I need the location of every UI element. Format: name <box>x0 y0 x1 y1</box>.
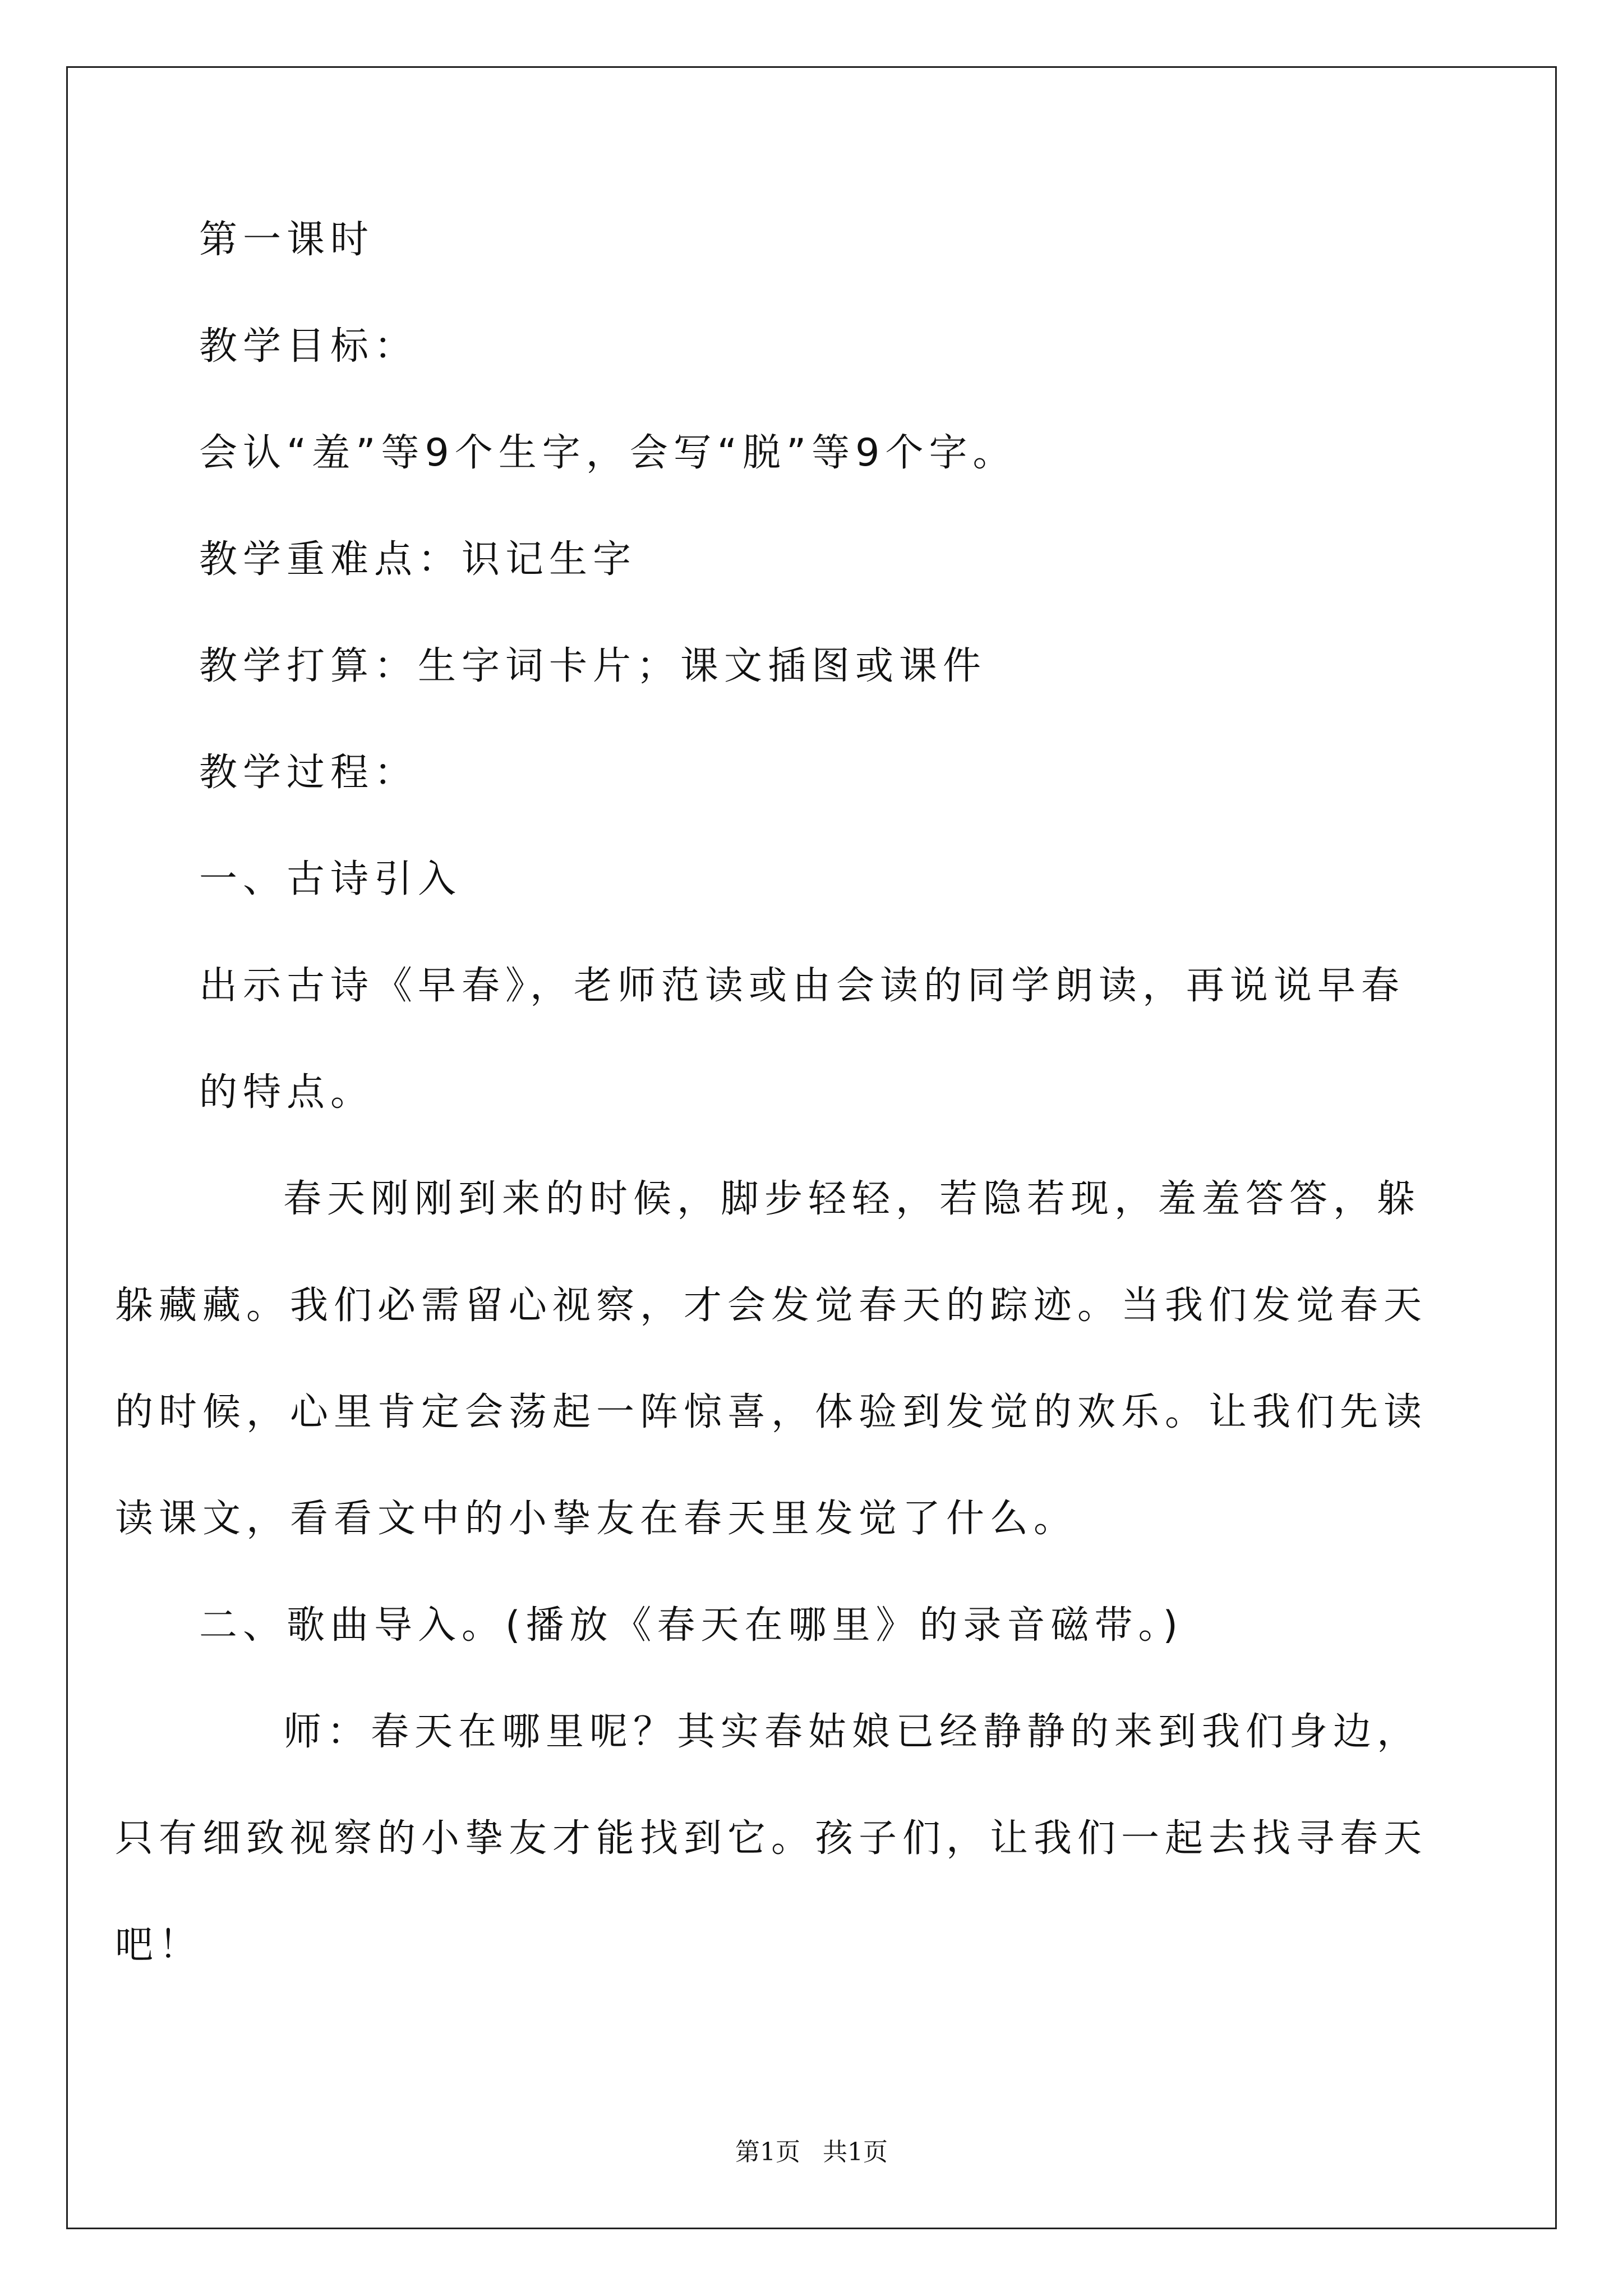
page-total: 共1页 <box>823 2138 888 2166</box>
teaching-process-heading: 教学过程： <box>199 751 418 795</box>
section-one-heading: 一、古诗引入 <box>199 857 462 901</box>
page-footer <box>0 2132 1623 2168</box>
document-body <box>115 213 1433 2025</box>
teacher-dialogue-paragraph: 师：春天在哪里呢？其实春姑娘已经静静的来到我们身边，只有细致视察的小挚友才能找到它。孩子们，让我们一起去找寻春天吧！ <box>115 1710 1428 1967</box>
teaching-goals-text: 会认“羞”等9个生字，会写“脱”等9个字。 <box>199 431 1017 475</box>
teaching-preparation: 教学打算：生字词卡片；课文插图或课件 <box>199 644 987 688</box>
teaching-goals-heading: 教学目标： <box>199 324 418 369</box>
key-difficulties: 教学重难点：识记生字 <box>199 537 637 582</box>
page-number: 第1页 <box>735 2138 800 2166</box>
poem-intro-paragraph: 出示古诗《早春》，老师范读或由会读的同学朗读，再说说早春的特点。 <box>199 964 1405 1115</box>
lesson-heading: 第一课时 <box>199 218 375 262</box>
section-two-heading: 二、歌曲导入。(播放《春天在哪里》的录音磁带。) <box>199 1603 1184 1648</box>
spring-intro-paragraph: 春天刚刚到来的时候，脚步轻轻，若隐若现，羞羞答答，躲躲藏藏。我们必需留心视察，才会发觉春天的踪迹。当我们发觉春天的时候，心里肯定会荡起一阵惊喜，体验到发觉的欢乐。让我们先读读课文，看看文中的小挚友在春天里发觉了什么。 <box>115 1177 1428 1541</box>
